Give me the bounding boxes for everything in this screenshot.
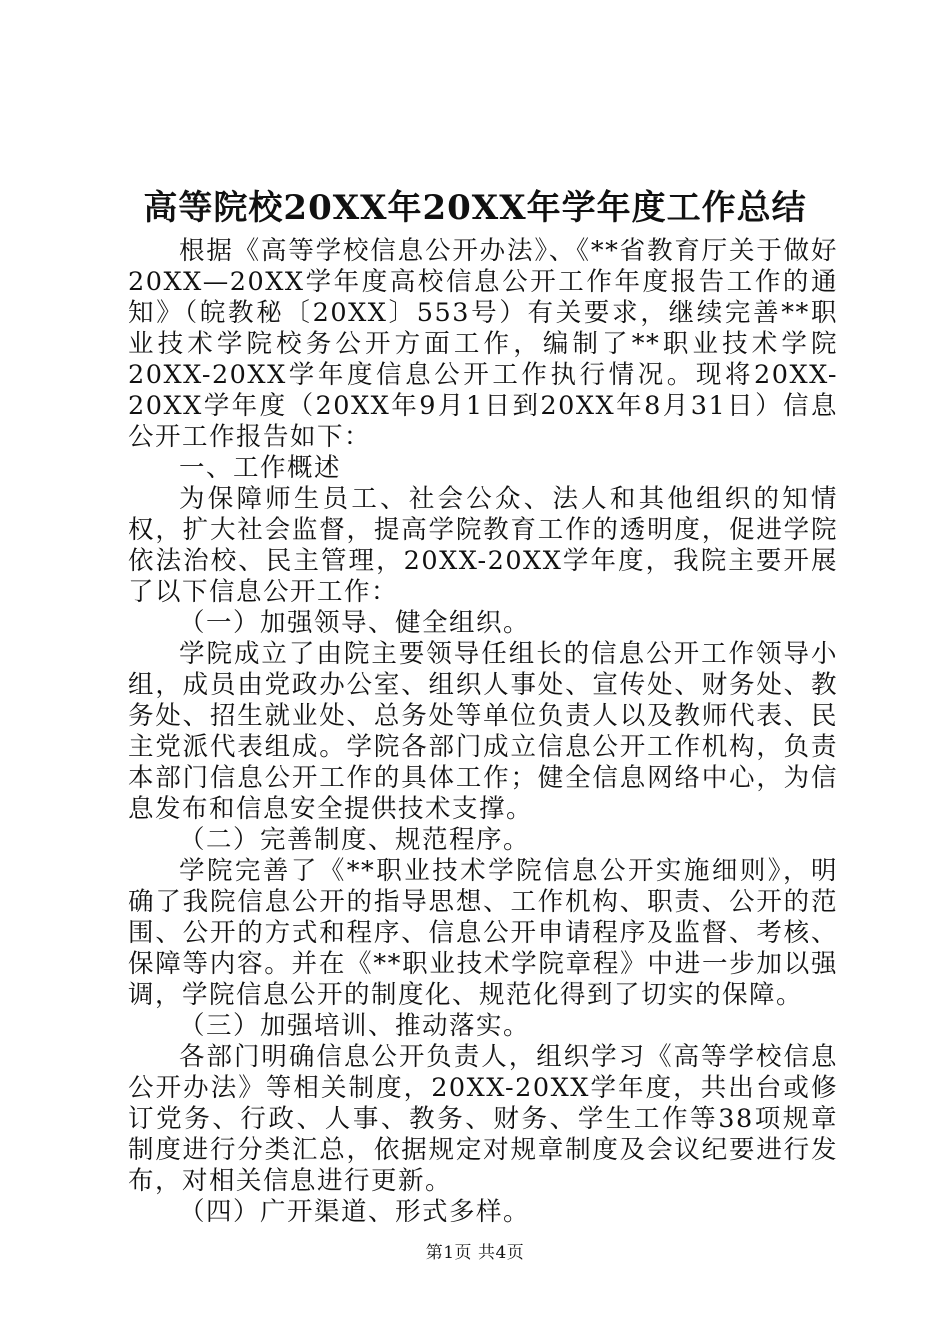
paragraph-leadership: 学院成立了由院主要领导任组长的信息公开工作领导小组，成员由党政办公室、组织人事处、宣传处、财务处、教务处、招生就业处、总务处等单位负责人以及教师代表、民主党派代表组成。学院各部门成立信息公开工作机构，负责本部门信息公开工作的具体工作；健全信息网络中心，为信息发布和信息安全提供技术支撑。 [128, 639, 838, 824]
subheading-training: （三）加强培训、推动落实。 [179, 1011, 531, 1041]
page-number-footer: 第1页 共4页 [425, 1243, 525, 1263]
paragraph-overview: 为保障师生员工、社会公众、法人和其他组织的知情权，扩大社会监督，提高学院教育工作的透明度，促进学院依法治校、民主管理，20XX-20XX学年度，我院主要开展了以下信息公开工作： [128, 484, 838, 607]
subheading-leadership: （一）加强领导、健全组织。 [179, 608, 531, 638]
subheading-system: （二）完善制度、规范程序。 [179, 825, 531, 855]
section-heading-overview: 一、工作概述 [179, 453, 342, 483]
paragraph-intro: 根据《高等学校信息公开办法》、《**省教育厅关于做好20XX—20XX学年度高校信息公开工作年度报告工作的通知》（皖教秘〔20XX〕553号）有关要求，继续完善**职业技术学院校务公开方面工作，编制了**职业技术学院20XX-20XX学年度信息公开工作执行情况。现将20XX-20XX学年度（20XX年9月1日到20XX年8月31日）信息公开工作报告如下： [128, 236, 838, 452]
document-body [128, 236, 838, 1228]
document-title: 高等院校20XX年20XX年学年度工作总结 [143, 188, 807, 228]
subheading-channels: （四）广开渠道、形式多样。 [179, 1197, 531, 1227]
paragraph-system: 学院完善了《**职业技术学院信息公开实施细则》，明确了我院信息公开的指导思想、工作机构、职责、公开的范围、公开的方式和程序、信息公开申请程序及监督、考核、保障等内容。并在《**职业技术学院章程》中进一步加以强调，学院信息公开的制度化、规范化得到了切实的保障。 [128, 856, 838, 1010]
paragraph-training: 各部门明确信息公开负责人，组织学习《高等学校信息公开办法》等相关制度，20XX-20XX学年度，共出台或修订党务、行政、人事、教务、财务、学生工作等38项规章制度进行分类汇总，依据规定对规章制度及会议纪要进行发布，对相关信息进行更新。 [128, 1042, 838, 1196]
